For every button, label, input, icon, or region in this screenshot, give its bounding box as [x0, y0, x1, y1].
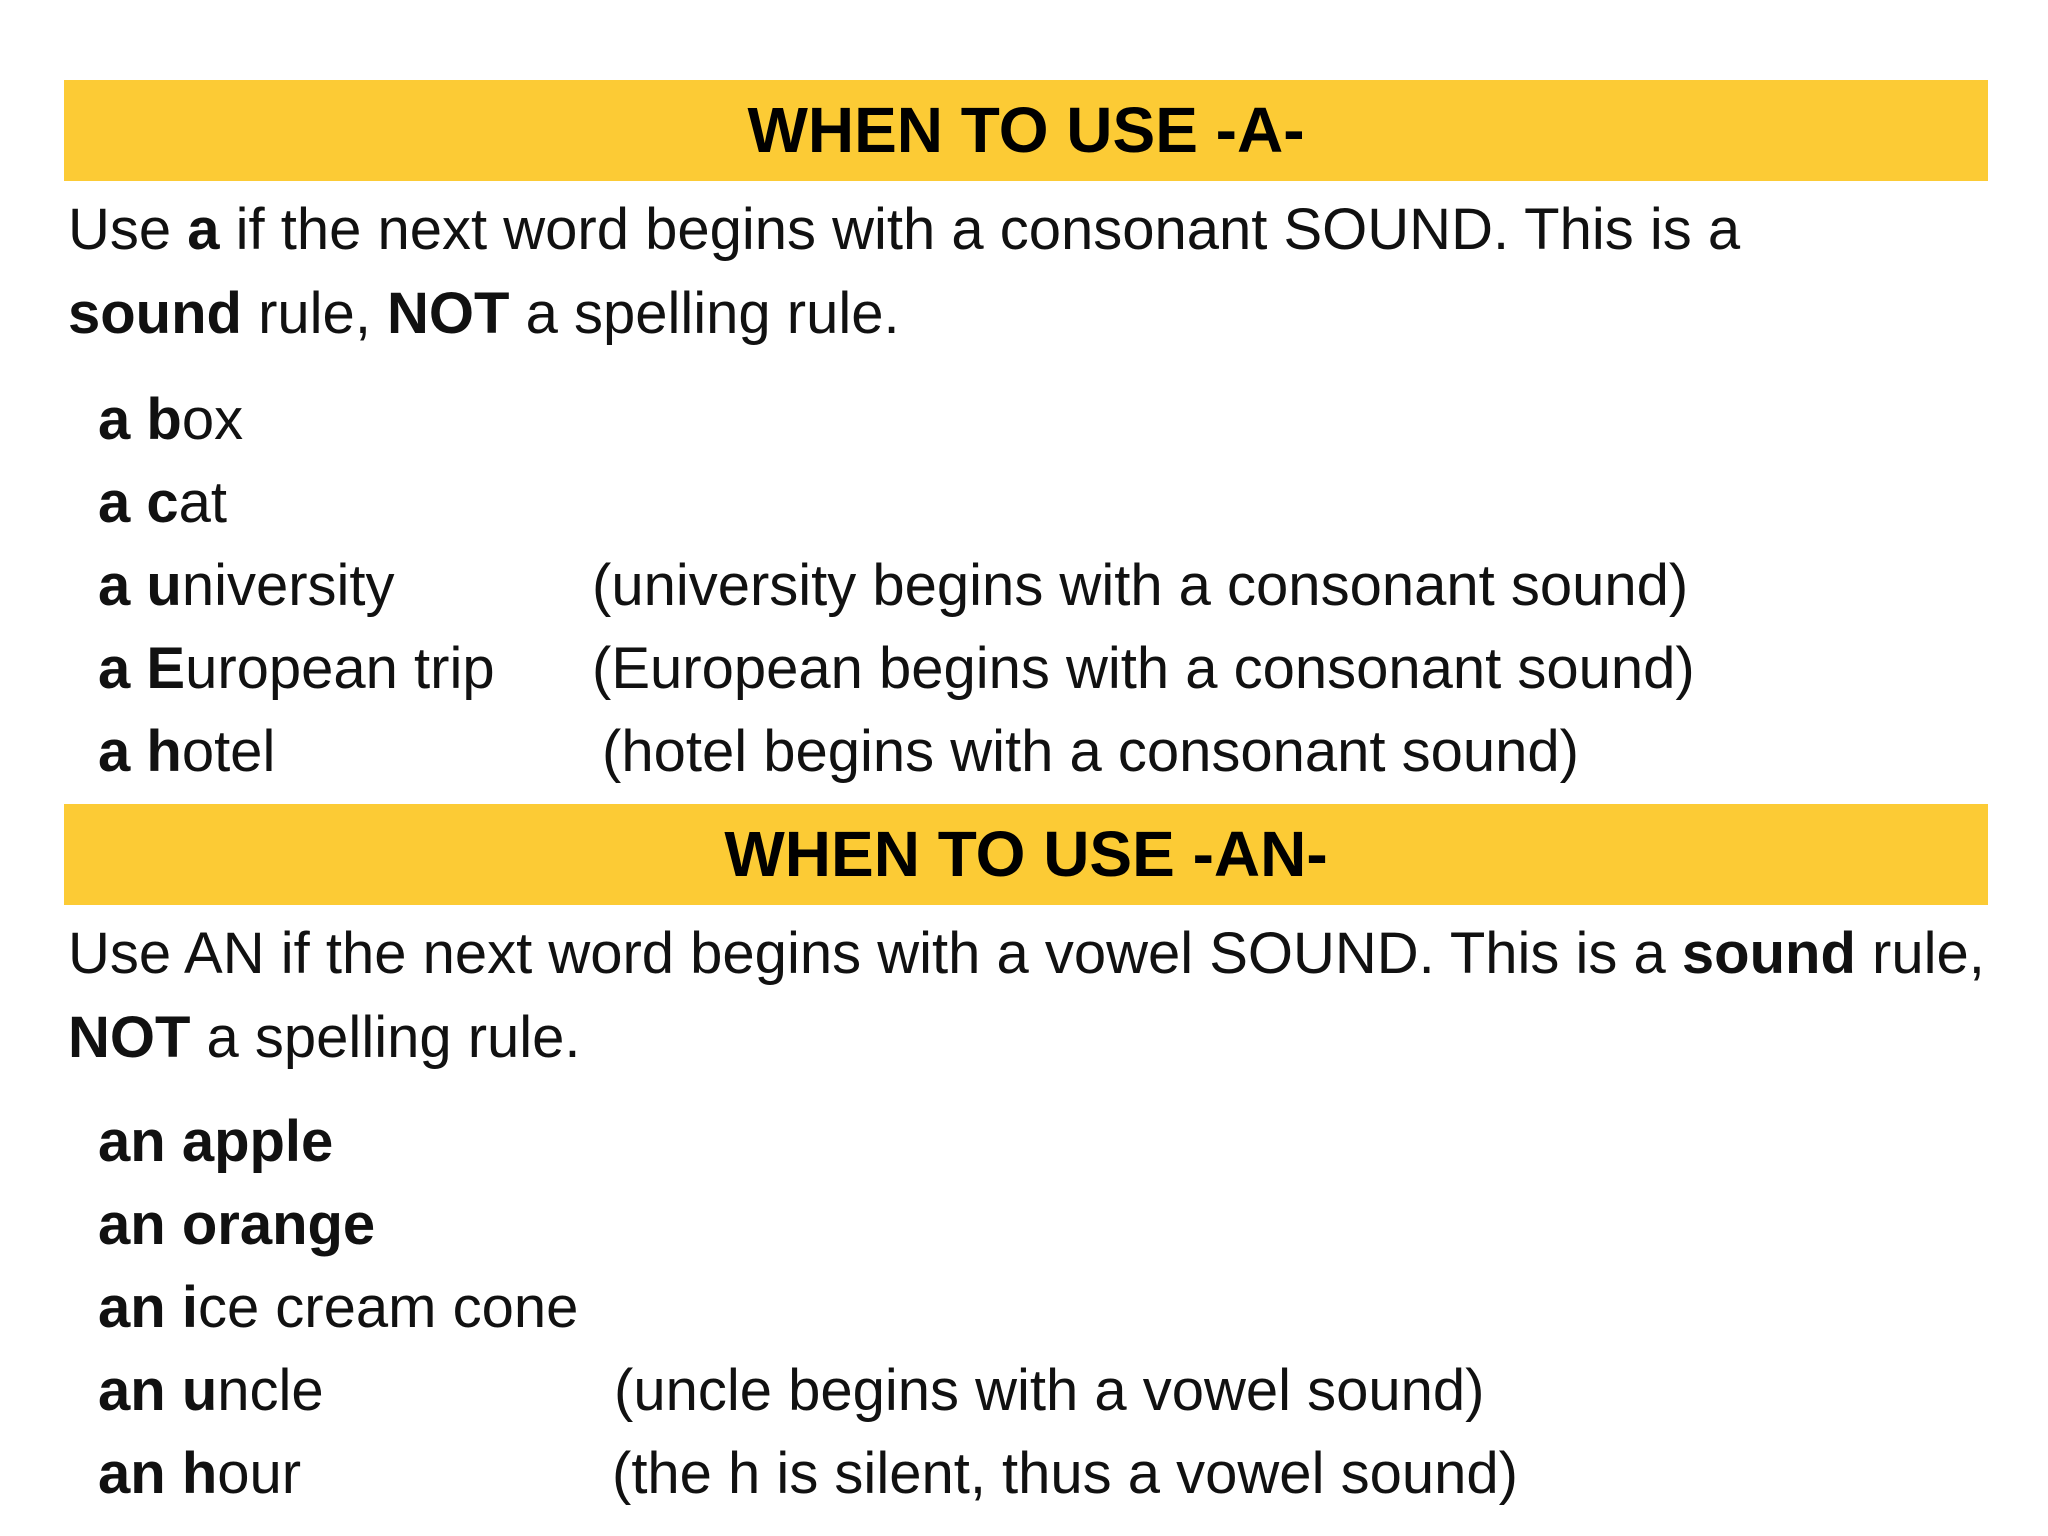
example-first-letter: o [181, 1192, 218, 1257]
example-article: a [98, 719, 147, 784]
example-word-rest: pple [214, 1109, 334, 1174]
rule-text: Use [68, 197, 188, 262]
rule-bold-text: sound [68, 281, 242, 346]
example-phrase [98, 627, 495, 710]
example-word-rest: at [178, 470, 228, 535]
example-word-rest: our [217, 1441, 302, 1506]
example-phrase [98, 1100, 333, 1183]
example-first-letter: b [146, 387, 182, 452]
rule-bold-text: NOT [387, 281, 510, 346]
example-row [98, 1183, 1978, 1266]
example-article: an [98, 1358, 182, 1423]
rule-text: a spelling rule. [190, 1005, 581, 1070]
example-word-rest: ncle [217, 1358, 324, 1423]
example-row [98, 378, 1978, 461]
rule-text: rule, [241, 281, 388, 346]
example-first-letter: E [146, 636, 186, 701]
example-article: a [98, 553, 147, 618]
example-note: (the h is silent, thus a vowel sound) [612, 1441, 1518, 1506]
section-a-title: WHEN TO USE -A- [64, 80, 1988, 181]
example-phrase [98, 710, 275, 793]
example-article: an [98, 1275, 182, 1340]
example-article: an [98, 1192, 182, 1257]
rule-bold-text: sound [1681, 921, 1856, 986]
example-first-letter: c [146, 470, 179, 535]
example-row [98, 1266, 1978, 1349]
example-row [98, 544, 1978, 627]
example-word-rest: otel [181, 719, 276, 784]
example-first-letter: u [146, 553, 182, 618]
section-a-examples [98, 378, 1978, 793]
example-word-rest: ox [181, 387, 244, 452]
example-row [98, 710, 1978, 793]
section-an-examples [98, 1100, 1978, 1515]
section-an-title: WHEN TO USE -AN- [64, 804, 1988, 905]
example-phrase [98, 544, 395, 627]
example-phrase [98, 378, 243, 461]
example-first-letter: a [181, 1109, 215, 1174]
example-row [98, 627, 1978, 710]
example-word-rest: range [217, 1192, 376, 1257]
example-phrase [98, 461, 227, 544]
example-row [98, 1432, 1978, 1515]
example-note: (hotel begins with a consonant sound) [602, 719, 1579, 784]
example-note: (European begins with a consonant sound) [592, 636, 1695, 701]
rule-text: a spelling rule. [509, 281, 900, 346]
example-note: (university begins with a consonant sound) [592, 553, 1689, 618]
example-article: an [98, 1109, 182, 1174]
example-article: a [98, 636, 147, 701]
section-a-rule [68, 188, 1988, 356]
example-article: a [98, 470, 147, 535]
example-first-letter: i [181, 1275, 198, 1340]
example-first-letter: h [146, 719, 182, 784]
rule-text: Use AN if the next word begins with a vowel SOUND. This is a [68, 921, 1682, 986]
example-article: an [98, 1441, 182, 1506]
rule-text: if the next word begins with a consonant SOUND. This is a [219, 197, 1741, 262]
example-note: (uncle begins with a vowel sound) [614, 1358, 1485, 1423]
example-row [98, 1100, 1978, 1183]
example-word-rest: niversity [181, 553, 395, 618]
example-row [98, 461, 1978, 544]
section-an-rule [68, 912, 1988, 1080]
example-first-letter: u [181, 1358, 218, 1423]
example-first-letter: h [181, 1441, 218, 1506]
rule-bold-text: NOT [68, 1005, 191, 1070]
example-word-rest: ce cream cone [197, 1275, 579, 1340]
rule-bold-text: a [187, 197, 220, 262]
rule-text: rule, [1855, 921, 1985, 986]
example-phrase [98, 1183, 375, 1266]
example-phrase [98, 1266, 578, 1349]
example-article: a [98, 387, 147, 452]
example-word-rest: uropean trip [185, 636, 495, 701]
example-phrase [98, 1432, 301, 1515]
example-phrase [98, 1349, 324, 1432]
example-row [98, 1349, 1978, 1432]
